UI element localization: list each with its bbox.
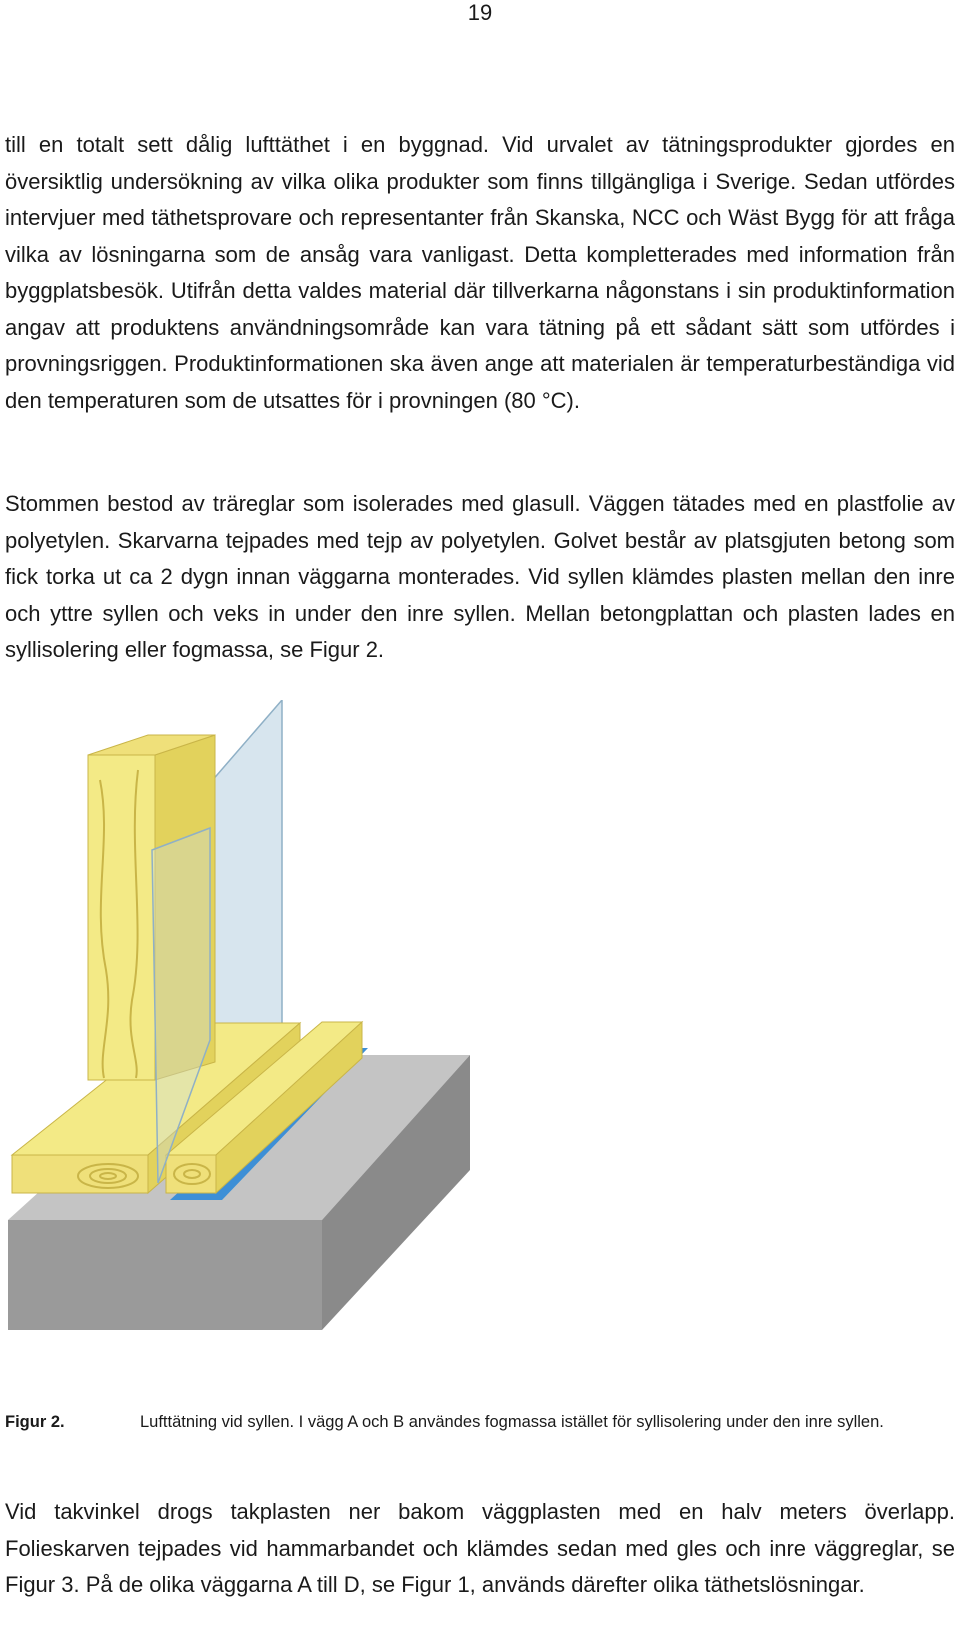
paragraph-construction: Stommen bestod av träreglar som isolerades med glasull. Väggen tätades med en plastfolie av polyetylen. Skarvarna tejpades med tejp av polyetylen. Golvet består av platsgjuten betong som fick torka ut ca 2 dygn innan väggarna monterades. Vid syllen klämdes plasten mellan den inre och yttre syllen och veks in under den inre syllen. Mellan betongplattan och plasten lades en syllisolering eller fogmassa, se Figur 2. bbox=[5, 491, 955, 662]
paragraph-roof: Vid takvinkel drogs takplasten ner bakom väggplasten med en halv meters överlapp. Folieskarven tejpades vid hammarbandet och klämdes sedan med gles och inre väggreglar, se Figur 3. På de olika väggarna A till D, se Figur 1, används därefter olika täthetslösningar. bbox=[5, 1499, 955, 1597]
paragraph-intro: till en totalt sett dålig lufttäthet i en byggnad. Vid urvalet av tätningsprodukter gjordes en översiktlig undersökning av vilka olika produkter som finns tillgängliga i Sverige. Sedan utfördes intervjuer med täthetsprovare och representanter från Skanska, NCC och Wäst Bygg för att fråga vilka av lösningarna som de ansåg vara vanligast. Detta kompletterades med information från byggplatsbesök. Utifrån detta valdes material där tillverkarna någonstans i sin produktinformation angav att produktens användningsområde kan vara tätning på ett sådant sätt som utfördes i provningsriggen. Produktinformationen ska även ange att materialen är temperaturbeständiga vid den temperaturen som de utsattes för i provningen (80 °C). bbox=[5, 132, 955, 413]
figure-caption-text: Lufttätning vid syllen. I vägg A och B användes fogmassa istället för syllisolering under den inre syllen. bbox=[140, 1413, 884, 1431]
outer-sill-end bbox=[12, 1155, 148, 1193]
vertical-stud-front bbox=[88, 755, 155, 1080]
concrete-slab-front bbox=[8, 1220, 322, 1330]
figure-caption-label: Figur 2. bbox=[5, 1413, 65, 1431]
page-number: 19 bbox=[467, 0, 493, 25]
figure-sill-illustration bbox=[0, 700, 960, 1390]
figure-caption bbox=[5, 1408, 955, 1468]
